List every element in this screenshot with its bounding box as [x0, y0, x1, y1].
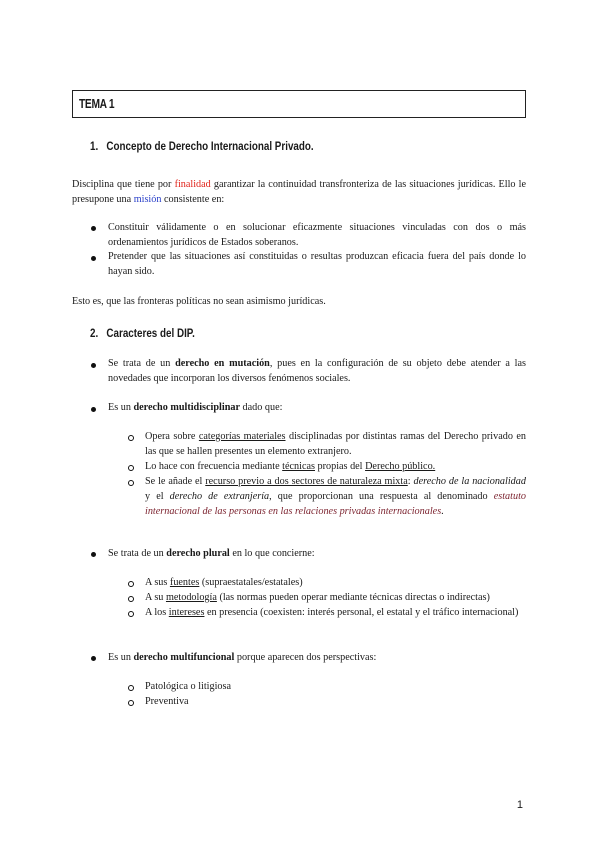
section-1-heading: 1. Concepto de Derecho Internacional Privado. — [90, 139, 314, 153]
bullet-icon — [91, 363, 96, 368]
sub-bullet-icon — [128, 480, 134, 486]
section-1-closing: Esto es, que las fronteras políticas no sean asimismo jurídicas. — [72, 296, 326, 307]
sub-bullet-icon — [128, 465, 134, 471]
sub-bullet-icon — [128, 435, 134, 441]
section-1-intro: Disciplina que tiene por finalidad garantizar la continuidad transfronteriza de las situaciones jurídicas. Ello le presupone una misión consistente en: — [72, 179, 526, 205]
section-1-bullet-1: Constituir válidamente o en solucionar eficazmente situaciones vinculadas con dos o más ordenamientos jurídicos de Estados soberanos. — [108, 222, 526, 248]
caracter-multifuncional: Es un derecho multifuncional porque aparecen dos perspectivas: — [108, 652, 377, 663]
caracter-plural: Se trata de un derecho plural en lo que concierne: — [108, 548, 315, 559]
multifuncional-item-2: Preventiva — [145, 696, 189, 707]
tema-title: TEMA 1 — [79, 97, 115, 111]
multidisciplinar-item-1: Opera sobre categorías materiales disciplinadas por distintas ramas del Derecho privado en las que se hallen presentes un elemento extranjero. — [145, 431, 526, 457]
plural-item-3: A los intereses en presencia (coexisten: interés personal, el estatal y el tráfico internacional) — [145, 607, 519, 618]
bullet-icon — [91, 656, 96, 661]
bullet-icon — [91, 407, 96, 412]
bullet-icon — [91, 552, 96, 557]
multidisciplinar-item-2: Lo hace con frecuencia mediante técnicas propias del Derecho público. — [145, 461, 436, 472]
tema-box — [72, 90, 526, 118]
sub-bullet-icon — [128, 581, 134, 587]
caracter-mutacion: Se trata de un derecho en mutación, pues en la configuración de su objeto debe atender a las novedades que incorporan los diversos fenómenos sociales. — [108, 358, 526, 384]
multidisciplinar-item-3: Se le añade el recurso previo a dos sectores de naturaleza mixta: derecho de la nacionalidad y el derecho de extranjería, que proporcionan una respuesta al denominado estatuto internacional de las personas en las relaciones privadas internacionales. — [145, 476, 526, 517]
sub-bullet-icon — [128, 700, 134, 706]
page-number: 1 — [516, 799, 523, 811]
bullet-icon — [91, 226, 96, 231]
sub-bullet-icon — [128, 596, 134, 602]
multifuncional-item-1: Patológica o litigiosa — [145, 681, 232, 692]
bullet-icon — [91, 256, 96, 261]
plural-item-2: A su metodología (las normas pueden operar mediante técnicas directas o indirectas) — [145, 592, 490, 603]
plural-item-1: A sus fuentes (supraestatales/estatales) — [145, 577, 303, 588]
sub-bullet-icon — [128, 611, 134, 617]
sub-bullet-icon — [128, 685, 134, 691]
caracter-multidisciplinar: Es un derecho multidisciplinar dado que: — [108, 402, 283, 413]
section-2-heading: 2. Caracteres del DIP. — [90, 326, 195, 340]
section-1-bullet-2: Pretender que las situaciones así constituidas o resultas produzcan eficacia fuera del país donde lo hayan sido. — [108, 251, 526, 277]
